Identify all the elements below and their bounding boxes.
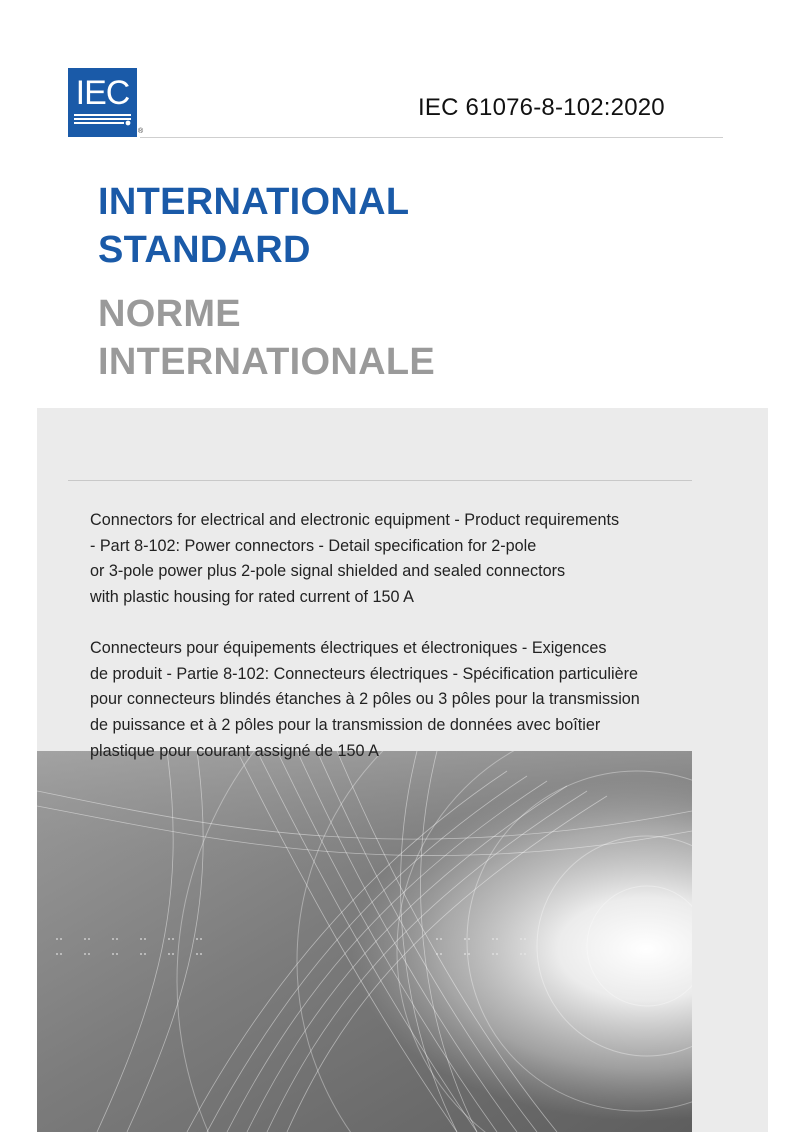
description-line: de puissance et à 2 pôles pour la transmission de données avec boîtier [90, 716, 601, 735]
header-divider [140, 137, 723, 138]
description-line: plastique pour courant assigné de 150 A [90, 741, 379, 760]
description-french [90, 636, 690, 765]
title-english-line: STANDARD [98, 229, 311, 271]
title-english-line: INTERNATIONAL [98, 181, 410, 223]
iec-logo [68, 68, 137, 137]
logo-lines-icon [74, 114, 131, 132]
registered-mark: ® [138, 128, 144, 135]
description-line: Connectors for electrical and electronic equipment - Product requirements [90, 511, 620, 529]
description-line: pour connecteurs blindés étanches à 2 pôles ou 3 pôles pour la transmission [90, 690, 640, 709]
description-line: - Part 8-102: Power connectors - Detail specification for 2-pole [90, 536, 537, 555]
document-number: IEC 61076-8-102:2020 [418, 94, 665, 121]
title-french [98, 290, 435, 386]
description-english [90, 508, 690, 611]
title-french-line: INTERNATIONALE [98, 341, 436, 383]
description-line: or 3-pole power plus 2-pole signal shielded and sealed connectors [90, 562, 566, 581]
cover-artwork [37, 751, 692, 1132]
description-line: de produit - Partie 8-102: Connecteurs électriques - Spécification particulière [90, 664, 638, 683]
title-english [98, 178, 409, 274]
description-line: Connecteurs pour équipements électriques et électroniques - Exigences [90, 639, 607, 657]
abstract-swirl-illustration [37, 751, 692, 1132]
title-french-line: NORME [98, 293, 241, 335]
panel-divider [68, 480, 692, 481]
logo-text: IEC [75, 74, 130, 112]
description-line: with plastic housing for rated current of 150 A [90, 588, 414, 607]
